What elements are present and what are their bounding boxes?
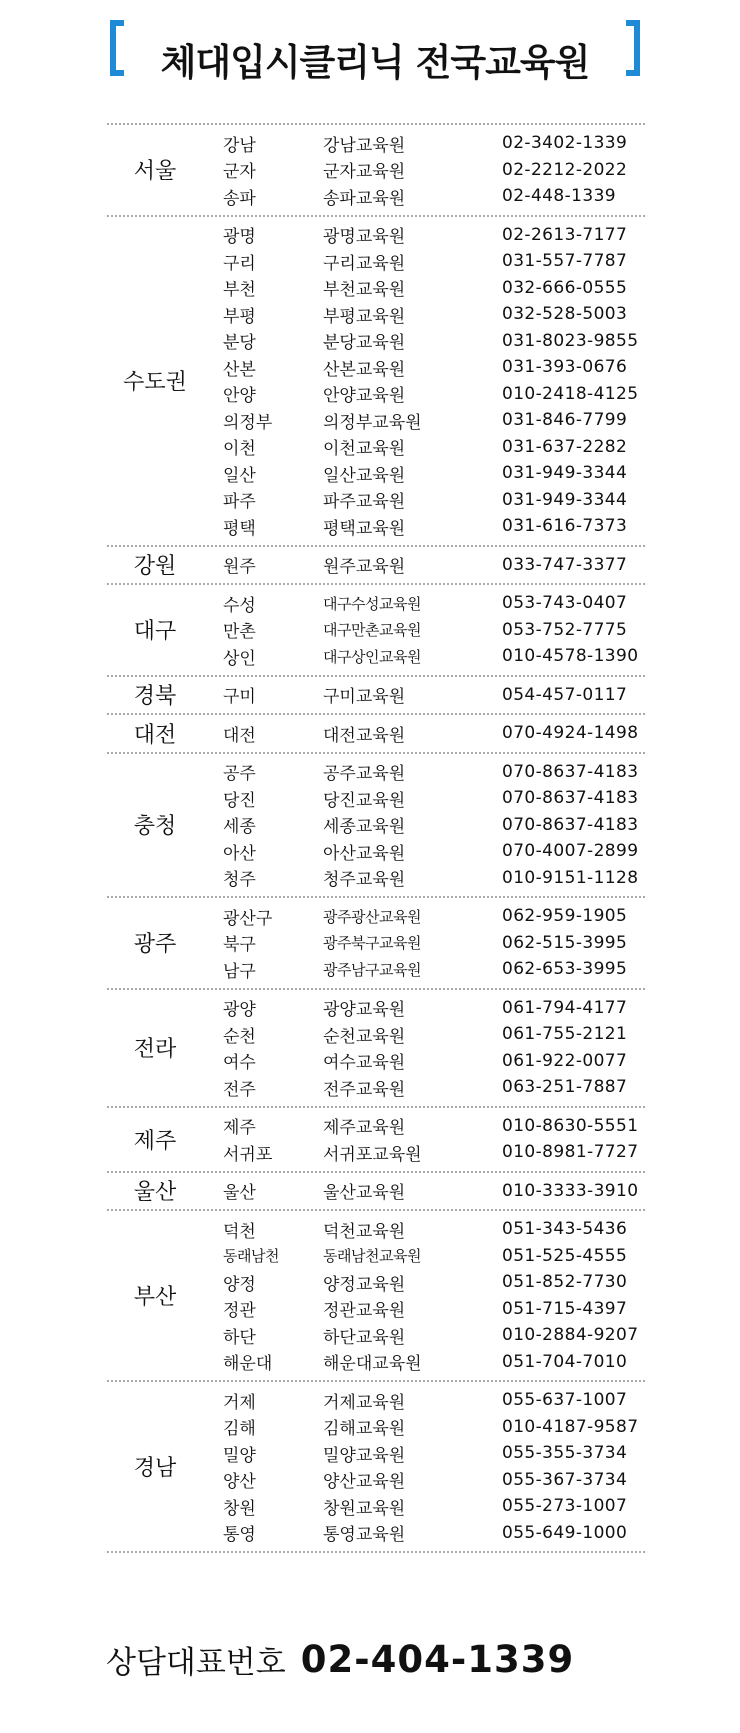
- branch-name: 광산구: [223, 908, 273, 929]
- phone-number[interactable]: 070-8637-4183: [502, 814, 639, 835]
- region-group: [107, 1211, 645, 1380]
- institute-name: 양정교육원: [323, 1274, 406, 1295]
- branch-name: 의정부: [223, 412, 273, 433]
- region-name: 강원: [133, 554, 177, 580]
- institute-name: 구리교육원: [323, 253, 406, 274]
- institute-name: 산본교육원: [323, 359, 406, 380]
- institute-name: 강남교육원: [323, 135, 406, 156]
- institute-name: 제주교육원: [323, 1118, 406, 1139]
- phone-number[interactable]: 02-2613-7177: [502, 224, 628, 245]
- branch-name: 광양: [223, 1000, 256, 1021]
- phone-number[interactable]: 051-715-4397: [502, 1298, 628, 1319]
- phone-number[interactable]: 031-8023-9855: [502, 330, 639, 351]
- left-bracket-decoration: [110, 20, 124, 76]
- institute-name: 여수교육원: [323, 1053, 406, 1074]
- branch-name: 서귀포: [223, 1144, 273, 1165]
- phone-number[interactable]: 010-3333-3910: [502, 1180, 639, 1201]
- branch-row: [203, 720, 645, 747]
- branch-name: 공주: [223, 764, 256, 785]
- branch-row: [203, 354, 645, 381]
- institute-name: 밀양교육원: [323, 1445, 406, 1466]
- branch-name: 거제: [223, 1392, 256, 1413]
- phone-number[interactable]: 055-637-1007: [502, 1390, 628, 1411]
- branch-row: [203, 956, 645, 983]
- branch-row: [203, 1387, 645, 1414]
- phone-number[interactable]: 032-528-5003: [502, 304, 628, 325]
- branch-row: [203, 460, 645, 487]
- branch-name: 부평: [223, 306, 256, 327]
- institute-name: 세종교육원: [323, 817, 406, 838]
- branch-row: [203, 1467, 645, 1494]
- branch-name: 이천: [223, 439, 256, 460]
- region-group: [107, 1108, 645, 1171]
- region-name: 서울: [133, 159, 177, 185]
- branch-row: [203, 1048, 645, 1075]
- branch-name: 통영: [223, 1525, 256, 1546]
- region-group: [107, 990, 645, 1106]
- institute-name: 전주교육원: [323, 1079, 406, 1100]
- branch-row: [203, 617, 645, 644]
- phone-number[interactable]: 055-367-3734: [502, 1469, 628, 1490]
- branch-row: [203, 838, 645, 865]
- branch-row: [203, 381, 645, 408]
- phone-number[interactable]: 053-752-7775: [502, 619, 628, 640]
- branch-row: [203, 1074, 645, 1101]
- institute-name: 일산교육원: [323, 465, 406, 486]
- branch-name: 광명: [223, 227, 256, 248]
- phone-number[interactable]: 051-704-7010: [502, 1351, 628, 1372]
- institute-name: 통영교육원: [323, 1525, 406, 1546]
- phone-number[interactable]: 062-653-3995: [502, 959, 628, 980]
- branch-name: 만촌: [223, 622, 256, 643]
- institute-name: 송파교육원: [323, 188, 406, 209]
- branch-row: [203, 1520, 645, 1547]
- branch-row: [203, 301, 645, 328]
- branch-row: [203, 785, 645, 812]
- branch-name: 하단: [223, 1327, 256, 1348]
- branch-row: [203, 643, 645, 670]
- branch-row: [203, 1493, 645, 1520]
- phone-number[interactable]: 070-8637-4183: [502, 788, 639, 809]
- phone-number[interactable]: 02-448-1339: [502, 186, 617, 207]
- branch-name: 남구: [223, 961, 256, 982]
- region-group: [107, 715, 645, 752]
- region-group: [107, 1173, 645, 1210]
- phone-number[interactable]: 031-557-7787: [502, 251, 628, 272]
- institute-name: 광양교육원: [323, 1000, 406, 1021]
- institute-name: 아산교육원: [323, 843, 406, 864]
- phone-number[interactable]: 010-2418-4125: [502, 383, 639, 404]
- phone-number[interactable]: 070-4007-2899: [502, 841, 639, 862]
- phone-number[interactable]: 055-273-1007: [502, 1496, 628, 1517]
- region-group: [107, 547, 645, 584]
- phone-number[interactable]: 051-525-4555: [502, 1245, 628, 1266]
- branch-name: 송파: [223, 188, 256, 209]
- branch-row: [203, 183, 645, 210]
- institute-name: 덕천교육원: [323, 1221, 406, 1242]
- institute-name: 거제교육원: [323, 1392, 406, 1413]
- branch-row: [203, 1296, 645, 1323]
- region-group: [107, 677, 645, 714]
- phone-number[interactable]: 010-8981-7727: [502, 1142, 639, 1163]
- branch-name: 수성: [223, 595, 256, 616]
- branch-name: 구미: [223, 687, 256, 708]
- institute-name: 해운대교육원: [323, 1354, 422, 1375]
- branch-name: 평택: [223, 518, 256, 539]
- branch-name: 청주: [223, 870, 256, 891]
- region-group: [107, 898, 645, 988]
- phone-number[interactable]: 033-747-3377: [502, 554, 628, 575]
- institute-name: 공주교육원: [323, 764, 406, 785]
- phone-number[interactable]: 010-2884-9207: [502, 1325, 639, 1346]
- region-name: 대전: [133, 722, 177, 748]
- branch-row: [203, 1322, 645, 1349]
- branch-name: 창원: [223, 1498, 256, 1519]
- branch-name: 분당: [223, 333, 256, 354]
- phone-number[interactable]: 031-393-0676: [502, 357, 628, 378]
- phone-number[interactable]: 061-922-0077: [502, 1050, 628, 1071]
- region-group: [107, 125, 645, 215]
- phone-number[interactable]: 031-637-2282: [502, 436, 628, 457]
- phone-number[interactable]: 063-251-7887: [502, 1077, 628, 1098]
- branch-name: 안양: [223, 386, 256, 407]
- branch-row: [203, 1440, 645, 1467]
- branch-row: [203, 248, 645, 275]
- region-name: 전라: [133, 1037, 177, 1062]
- institute-name: 안양교육원: [323, 386, 406, 407]
- branch-row: [203, 1216, 645, 1243]
- branch-row: [203, 903, 645, 930]
- branch-row: [203, 1178, 645, 1205]
- region-name: 울산: [133, 1180, 177, 1206]
- region-name: 충청: [133, 814, 177, 840]
- institute-name: 구미교육원: [323, 687, 406, 708]
- title-banner: [110, 10, 640, 90]
- branch-row: [203, 1243, 645, 1270]
- region-name: 대구: [133, 619, 177, 645]
- institute-name: 광주광산교육원: [323, 907, 421, 926]
- branch-row: [203, 513, 645, 540]
- institute-name: 의정부교육원: [323, 412, 422, 433]
- branch-row: [203, 995, 645, 1022]
- institute-name: 하단교육원: [323, 1327, 406, 1348]
- phone-number[interactable]: 010-8630-5551: [502, 1115, 639, 1136]
- hotline: [106, 1637, 574, 1682]
- institute-name: 울산교육원: [323, 1183, 406, 1204]
- branch-name: 당진: [223, 790, 256, 811]
- institute-name: 평택교육원: [323, 518, 406, 539]
- branch-row: [203, 1113, 645, 1140]
- branch-name: 강남: [223, 135, 256, 156]
- institute-name: 대구만촌교육원: [323, 621, 421, 640]
- phone-number[interactable]: 010-4187-9587: [502, 1416, 639, 1437]
- branch-row: [203, 222, 645, 249]
- institute-name: 부평교육원: [323, 306, 406, 327]
- branch-name: 해운대: [223, 1354, 273, 1375]
- branch-row: [203, 930, 645, 957]
- branch-name: 북구: [223, 935, 256, 956]
- branch-name: 일산: [223, 465, 256, 486]
- institute-name: 동래남천교육원: [323, 1247, 421, 1266]
- institute-name: 김해교육원: [323, 1419, 406, 1440]
- branch-row: [203, 865, 645, 892]
- institute-name: 양산교육원: [323, 1472, 406, 1493]
- institute-name: 창원교육원: [323, 1498, 406, 1519]
- region-group: [107, 1382, 645, 1551]
- region-name: 광주: [133, 932, 177, 958]
- branch-row: [203, 328, 645, 355]
- branch-name: 덕천: [223, 1221, 256, 1242]
- branch-name: 상인: [223, 648, 256, 669]
- institute-name: 원주교육원: [323, 557, 406, 578]
- branch-row: [203, 487, 645, 514]
- phone-number[interactable]: 054-457-0117: [502, 684, 628, 705]
- branch-row: [203, 759, 645, 786]
- hotline-label: 상담대표번호: [106, 1645, 286, 1681]
- phone-number[interactable]: 053-743-0407: [502, 593, 628, 614]
- branch-name: 동래남천: [223, 1247, 279, 1266]
- phone-number[interactable]: 070-8637-4183: [502, 761, 639, 782]
- institute-name: 광주북구교육원: [323, 934, 421, 953]
- phone-number[interactable]: 061-755-2121: [502, 1024, 628, 1045]
- phone-number[interactable]: 010-9151-1128: [502, 867, 639, 888]
- branch-name: 파주: [223, 492, 256, 513]
- branch-row: [203, 682, 645, 709]
- phone-number[interactable]: 055-649-1000: [502, 1522, 628, 1543]
- institute-name: 순천교육원: [323, 1026, 406, 1047]
- institute-name: 서귀포교육원: [323, 1144, 422, 1165]
- branch-name: 군자: [223, 162, 256, 183]
- region-name: 수도권: [123, 370, 187, 395]
- branch-row: [203, 590, 645, 617]
- institute-name: 이천교육원: [323, 439, 406, 460]
- phone-number[interactable]: 062-959-1905: [502, 906, 628, 927]
- branch-name: 원주: [223, 557, 256, 578]
- branch-row: [203, 157, 645, 184]
- branch-name: 양정: [223, 1274, 256, 1295]
- institute-name: 대전교육원: [323, 725, 406, 746]
- branch-row: [203, 1349, 645, 1376]
- branch-row: [203, 552, 645, 579]
- region-name: 경북: [133, 684, 177, 710]
- branch-row: [203, 812, 645, 839]
- branch-name: 대전: [223, 725, 256, 746]
- branch-name: 전주: [223, 1079, 256, 1100]
- phone-number[interactable]: 031-949-3344: [502, 489, 628, 510]
- region-name: 제주: [133, 1128, 177, 1154]
- phone-number[interactable]: 031-949-3344: [502, 463, 628, 484]
- phone-number[interactable]: 032-666-0555: [502, 277, 628, 298]
- phone-number[interactable]: 02-2212-2022: [502, 159, 628, 180]
- branch-row: [203, 130, 645, 157]
- institute-name: 대구상인교육원: [323, 647, 421, 666]
- region-group: [107, 217, 645, 545]
- phone-number[interactable]: 051-343-5436: [502, 1219, 628, 1240]
- phone-number[interactable]: 010-4578-1390: [502, 646, 639, 667]
- branch-name: 정관: [223, 1301, 256, 1322]
- branch-name: 순천: [223, 1026, 256, 1047]
- branch-name: 구리: [223, 253, 256, 274]
- right-bracket-decoration: [626, 20, 640, 76]
- region-group: [107, 585, 645, 675]
- branch-row: [203, 1021, 645, 1048]
- institute-name: 당진교육원: [323, 790, 406, 811]
- region-name: 부산: [133, 1285, 177, 1310]
- phone-number[interactable]: 061-794-4177: [502, 997, 628, 1018]
- branch-name: 부천: [223, 280, 256, 301]
- branch-row: [203, 1414, 645, 1441]
- region-name: 경남: [133, 1456, 177, 1481]
- institute-name: 광주남구교육원: [323, 960, 421, 979]
- institute-name: 정관교육원: [323, 1301, 406, 1322]
- branch-row: [203, 1269, 645, 1296]
- institute-name: 부천교육원: [323, 280, 406, 301]
- institute-name: 군자교육원: [323, 162, 406, 183]
- region-group: [107, 754, 645, 897]
- page-title: 체대입시클리닉 전국교육원: [160, 41, 590, 84]
- branch-name: 제주: [223, 1118, 256, 1139]
- phone-number[interactable]: 031-846-7799: [502, 410, 628, 431]
- phone-number[interactable]: 062-515-3995: [502, 932, 628, 953]
- phone-number[interactable]: 055-355-3734: [502, 1443, 628, 1464]
- branch-directory: [107, 123, 645, 1553]
- hotline-number[interactable]: 02-404-1339: [300, 1638, 575, 1681]
- branch-name: 여수: [223, 1053, 256, 1074]
- institute-name: 광명교육원: [323, 227, 406, 248]
- institute-name: 분당교육원: [323, 333, 406, 354]
- branch-row: [203, 407, 645, 434]
- branch-name: 밀양: [223, 1445, 256, 1466]
- phone-number[interactable]: 051-852-7730: [502, 1272, 628, 1293]
- institute-name: 파주교육원: [323, 492, 406, 513]
- phone-number[interactable]: 02-3402-1339: [502, 133, 628, 154]
- branch-name: 세종: [223, 817, 256, 838]
- branch-name: 산본: [223, 359, 256, 380]
- branch-name: 김해: [223, 1419, 256, 1440]
- dotted-divider: [107, 1551, 645, 1553]
- branch-name: 양산: [223, 1472, 256, 1493]
- branch-row: [203, 275, 645, 302]
- phone-number[interactable]: 070-4924-1498: [502, 723, 639, 744]
- branch-row: [203, 434, 645, 461]
- branch-row: [203, 1139, 645, 1166]
- branch-name: 아산: [223, 843, 256, 864]
- institute-name: 청주교육원: [323, 870, 406, 891]
- institute-name: 대구수성교육원: [323, 594, 421, 613]
- phone-number[interactable]: 031-616-7373: [502, 516, 628, 537]
- branch-name: 울산: [223, 1183, 256, 1204]
